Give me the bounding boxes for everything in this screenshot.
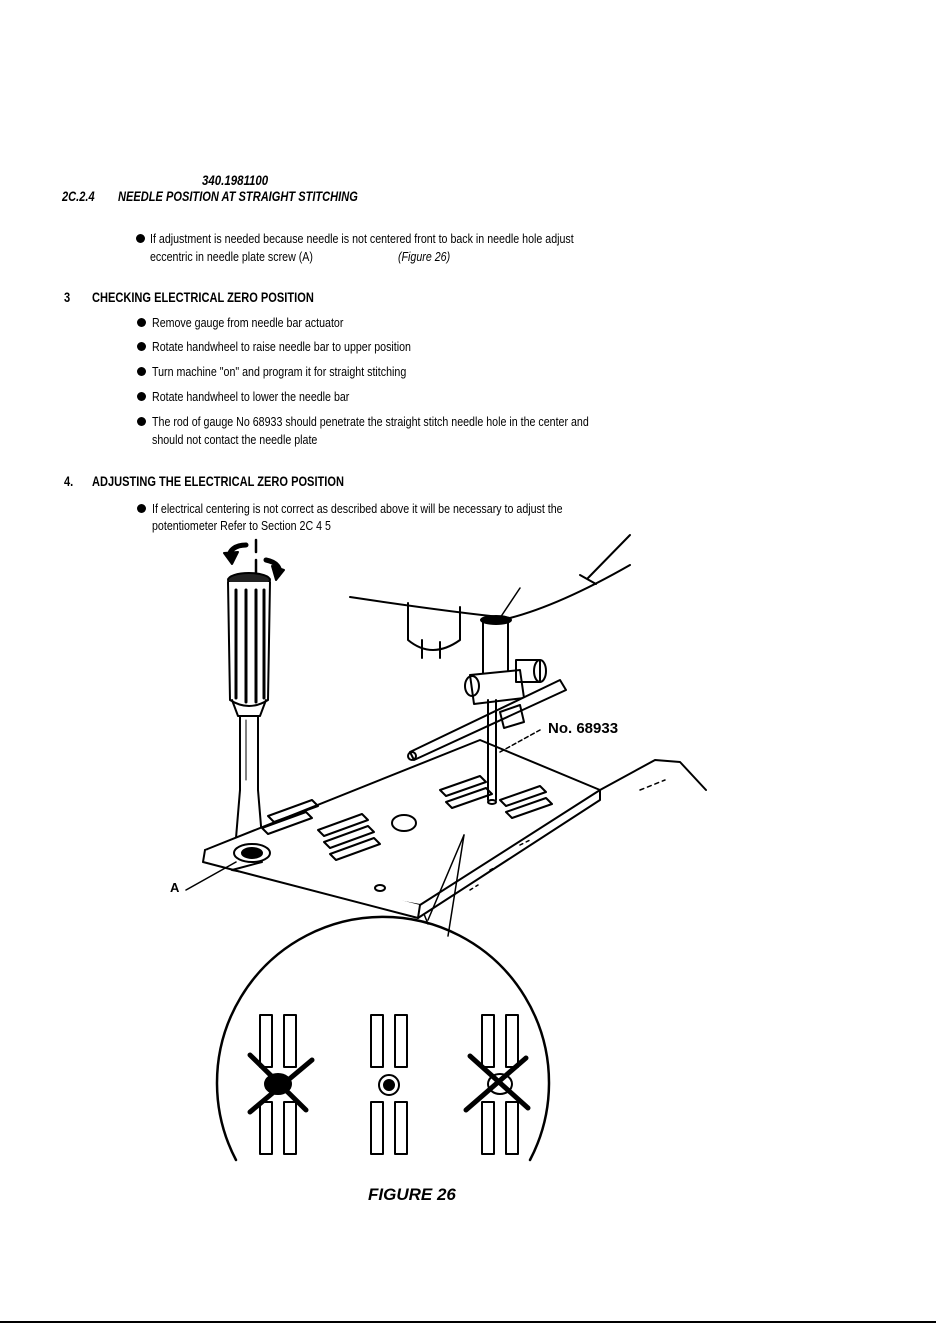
step3-bullet-5-line2: should not contact the needle plate <box>152 432 318 447</box>
step4-bullet-1-line2: potentiometer Refer to Section 2C 4 5 <box>152 518 331 533</box>
step3-bullet-1: Remove gauge from needle bar actuator <box>152 315 344 330</box>
step3-bullet-3: Turn machine "on" and program it for straight stitching <box>152 364 407 379</box>
section-bullet-line1: If adjustment is needed because needle is not centered front to back in needle hole adjust <box>150 231 574 246</box>
screw-label: A <box>170 880 180 895</box>
document-code: 340.1981100 <box>202 172 269 188</box>
step3-bullet-5-line1: The rod of gauge No 68933 should penetrate the straight stitch needle hole in the center and <box>152 414 589 429</box>
screwdriver-icon <box>228 573 270 848</box>
needle-plate <box>203 740 600 918</box>
machine-head <box>350 535 630 680</box>
section-title: NEEDLE POSITION AT STRAIGHT STITCHING <box>118 189 358 204</box>
step-number-3: 3 <box>64 290 71 305</box>
step3-bullet-4: Rotate handwheel to lower the needle bar <box>152 389 350 404</box>
magnified-view <box>217 917 549 1160</box>
figure-reference: (Figure 26) <box>398 249 451 264</box>
section-bullet-line2: eccentric in needle plate screw (A) <box>150 249 313 264</box>
step-number-4: 4. <box>64 474 74 489</box>
step3-bullet-2: Rotate handwheel to raise needle bar to upper position <box>152 339 411 354</box>
step-title-3: CHECKING ELECTRICAL ZERO POSITION <box>92 290 314 305</box>
step4-bullet-1-line1: If electrical centering is not correct as described above it will be necessary to adjust the <box>152 501 563 516</box>
figure-caption: FIGURE 26 <box>368 1185 456 1204</box>
section-number: 2C.2.4 <box>62 189 95 204</box>
gauge-label: No. 68933 <box>548 720 619 737</box>
step-title-4: ADJUSTING THE ELECTRICAL ZERO POSITION <box>92 474 344 489</box>
page-bottom-rule <box>0 1321 936 1323</box>
